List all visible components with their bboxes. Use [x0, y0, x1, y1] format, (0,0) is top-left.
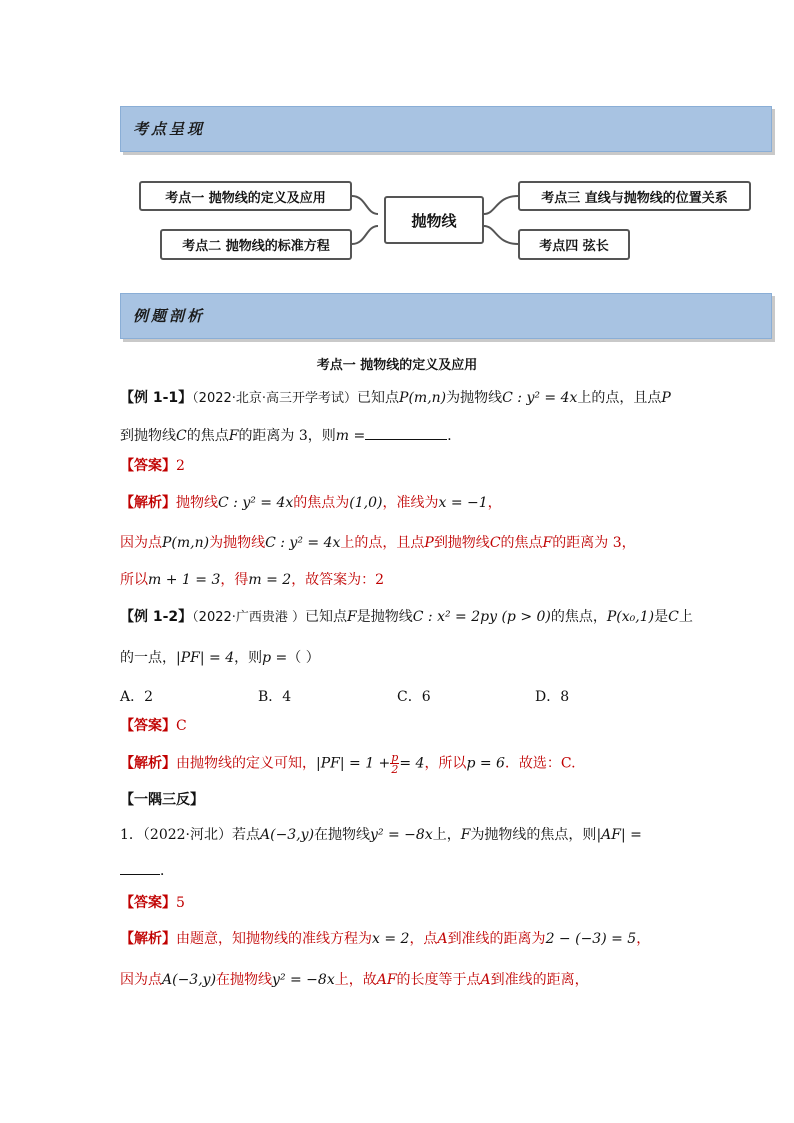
option-c: C．6: [397, 689, 431, 705]
example-source: （2022·北京·高三开学考试）: [192, 391, 358, 406]
text: ，则: [234, 650, 263, 666]
mind-map-connectors: [0, 0, 794, 300]
section-title: 例题剖析: [133, 307, 206, 325]
text: 的焦点: [500, 535, 543, 551]
text: 到准线的距离，: [490, 972, 589, 988]
example-1-2-solution: [120, 752, 576, 775]
answer-blank: [365, 425, 447, 440]
math-expr: m = 2: [248, 572, 292, 588]
text: 1．（2022·河北）若点: [120, 827, 260, 843]
text: 由题意，知抛物线的准线方程为: [176, 931, 372, 947]
text: 为抛物线: [446, 390, 503, 406]
option-a: A．2: [120, 689, 154, 705]
text: 已知点: [357, 390, 400, 406]
math-expr: P(m,n): [399, 390, 447, 406]
answer-value: C: [176, 718, 187, 734]
text: 是抛物线: [356, 609, 413, 625]
text: 所以: [120, 572, 148, 588]
mindmap-node-topic2: 考点二 抛物线的标准方程: [160, 229, 352, 260]
math-expr: P(m,n): [162, 535, 210, 551]
answer-tag: 【答案】: [120, 895, 176, 911]
math-expr: x = 2: [372, 931, 410, 947]
math-expr: p = 6: [466, 755, 505, 772]
example-1-1-solution-line3: [120, 570, 384, 590]
text: 为抛物线: [209, 535, 266, 551]
math-expr: m =: [335, 428, 366, 444]
solution-tag: 【解析】: [120, 755, 176, 772]
text: ，: [636, 931, 651, 947]
mindmap-node-topic4: 考点四 弦长: [518, 229, 630, 260]
math-expr: C: [668, 609, 679, 625]
option-b: B．4: [258, 689, 292, 705]
example-1-1-solution-line1: [120, 493, 502, 513]
text: ．: [160, 863, 174, 879]
math-expr: F: [347, 609, 357, 625]
math-expr: = 4: [399, 755, 425, 772]
practice-q1-solution-line2: [120, 970, 589, 990]
text: 到抛物线: [433, 535, 490, 551]
math-expr: C : y² = 4x: [502, 390, 578, 406]
text: 抛物线: [176, 495, 218, 511]
example-1-1-answer: [120, 456, 185, 476]
math-expr: A: [480, 972, 491, 988]
text: ．: [447, 428, 462, 444]
math-expr: C : y² = 4x: [265, 535, 341, 551]
option-d: D．8: [535, 689, 570, 705]
math-expr: A(−3,y): [162, 972, 217, 988]
text: 到准线的距离为: [447, 931, 546, 947]
math-expr: p =: [262, 650, 288, 666]
math-expr: y² = −8x: [272, 972, 335, 988]
text: 上: [678, 609, 693, 625]
text: 是: [654, 609, 669, 625]
mindmap-node-topic3: 考点三 直线与抛物线的位置关系: [518, 181, 751, 211]
math-expr: 2 − (−3) = 5: [545, 931, 637, 947]
math-expr: P: [424, 535, 434, 551]
text: ，点: [409, 931, 438, 947]
section-title: 考点呈现: [133, 120, 206, 138]
example-1-2-line1: [120, 607, 693, 628]
math-expr: F: [228, 428, 239, 444]
practice-q1-line1: [120, 825, 642, 845]
text: 的焦点，: [550, 609, 607, 625]
math-expr: C: [176, 428, 187, 444]
text: 因为点: [120, 972, 162, 988]
math-expr: F: [542, 535, 553, 551]
answer-blank: [120, 860, 160, 875]
text: 的焦点: [186, 428, 229, 444]
text: 在抛物线: [216, 972, 273, 988]
answer-value: 5: [176, 895, 185, 911]
text: 的距离为 3，则: [238, 428, 336, 444]
math-expr: (1,0): [349, 495, 383, 511]
practice-tag: 【一隅三反】: [120, 792, 204, 808]
answer-tag: 【答案】: [120, 718, 176, 734]
answer-value: 2: [176, 458, 185, 474]
text: 的一点，: [120, 650, 176, 666]
example-1-2-line2: [120, 648, 320, 668]
text: ，准线为: [382, 495, 439, 511]
math-expr: x = −1: [438, 495, 488, 511]
math-expr: C : y² = 4x: [218, 495, 294, 511]
text: 已知点: [305, 609, 348, 625]
text: 由抛物线的定义可知，: [176, 755, 316, 772]
math-expr: A(−3,y): [260, 827, 315, 843]
fraction: [390, 752, 399, 775]
text: ．故选：C.: [504, 755, 576, 772]
math-expr: |PF| = 4: [176, 650, 235, 666]
math-expr: |PF| = 1 +: [316, 755, 391, 772]
text: （ ）: [287, 650, 320, 666]
text: 的长度等于点: [396, 972, 481, 988]
text: 上，故: [334, 972, 377, 988]
example-tag: 【例 1-2】: [120, 609, 193, 625]
text: ，得: [220, 572, 249, 588]
text: 的焦点为: [293, 495, 350, 511]
practice-q1-line2: [120, 860, 174, 881]
solution-tag: 【解析】: [120, 931, 176, 947]
text: 上的点，且点: [577, 390, 662, 406]
practice-q1-solution-line1: [120, 929, 650, 949]
answer-tag: 【答案】: [120, 458, 176, 474]
math-expr: P(x₀,1): [606, 609, 655, 625]
text: 因为点: [120, 535, 162, 551]
example-tag: 【例 1-1】: [120, 390, 193, 406]
text: 到抛物线: [120, 428, 176, 444]
practice-q1-answer: [120, 893, 185, 913]
section-banner-litipouxi: [120, 293, 772, 339]
mindmap-node-topic1: 考点一 抛物线的定义及应用: [139, 181, 352, 211]
math-expr: C: [489, 535, 501, 551]
example-1-1-line1: [120, 388, 671, 409]
text: ，故答案为：2: [291, 572, 385, 588]
math-expr: A: [437, 931, 448, 947]
math-expr: |AF| =: [596, 827, 642, 843]
text: 为抛物线的焦点，则: [470, 827, 597, 843]
fraction-denominator: 2: [391, 763, 399, 776]
mindmap-center-node: 抛物线: [384, 196, 484, 244]
text: 在抛物线: [314, 827, 371, 843]
example-1-1-line2: [120, 425, 461, 446]
example-1-2-answer: [120, 716, 187, 736]
text: ，: [487, 495, 502, 511]
text: ，所以: [424, 755, 467, 772]
math-expr: m + 1 = 3: [148, 572, 221, 588]
math-expr: C : x² = 2py (p > 0): [412, 609, 551, 625]
fraction-numerator: p: [391, 751, 399, 764]
text: 的距离为 3，: [552, 535, 636, 551]
practice-heading: [120, 790, 204, 810]
text: 上，: [432, 827, 461, 843]
math-expr: F: [460, 827, 471, 843]
example-1-1-solution-line2: [120, 533, 636, 553]
solution-tag: 【解析】: [120, 495, 176, 511]
topic-heading: 考点一 抛物线的定义及应用: [316, 358, 478, 373]
text: 上的点，且点: [340, 535, 425, 551]
math-expr: P: [661, 390, 671, 406]
math-expr: AF: [376, 972, 397, 988]
math-expr: y² = −8x: [370, 827, 433, 843]
example-source: （2022·广西贵港 ）: [192, 610, 306, 625]
